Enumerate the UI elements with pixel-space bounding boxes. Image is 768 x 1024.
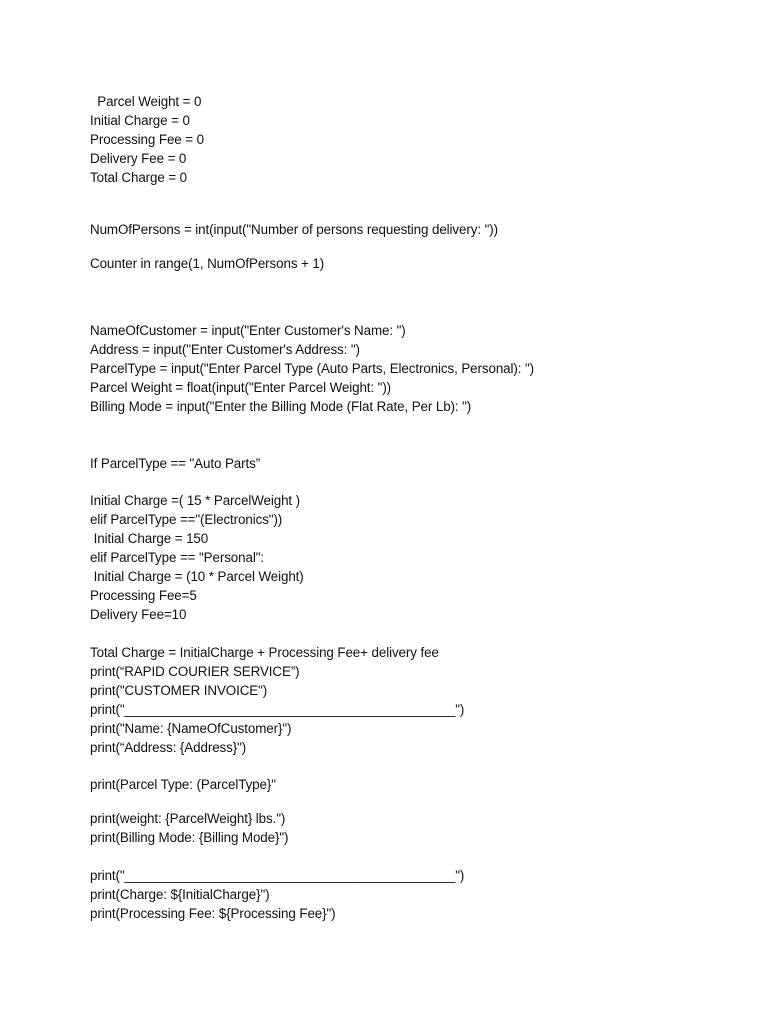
- text-line: print(Parcel Type: (ParcelType}": [90, 777, 276, 792]
- text-line: print("_____________________________________________"): [90, 702, 465, 717]
- text-line: Initial Charge = 0: [90, 113, 190, 128]
- text-line: If ParcelType == "Auto Parts”: [90, 456, 261, 471]
- text-line: print("Name: {NameOfCustomer}"): [90, 721, 292, 736]
- text-line: print(Charge: ${InitialCharge}"): [90, 887, 270, 902]
- text-line: print(Billing Mode: {Billing Mode}"): [90, 830, 289, 845]
- text-line: print("_____________________________________________"): [90, 868, 465, 883]
- text-line: Billing Mode = input("Enter the Billing Mode (Flat Rate, Per Lb): "): [90, 399, 472, 414]
- text-line: Total Charge = InitialCharge + Processing Fee+ delivery fee: [90, 645, 439, 660]
- text-line: Parcel Weight = float(input("Enter Parcel Weight: ")): [90, 380, 392, 395]
- text-line: Counter in range(1, NumOfPersons + 1): [90, 256, 325, 271]
- text-line: Delivery Fee = 0: [90, 151, 187, 166]
- text-line: Total Charge = 0: [90, 170, 188, 185]
- text-line: NumOfPersons = int(input("Number of persons requesting delivery: ")): [90, 222, 498, 237]
- text-line: Delivery Fee=10: [90, 607, 187, 622]
- text-line: ParcelType = input("Enter Parcel Type (Auto Parts, Electronics, Personal): "): [90, 361, 535, 376]
- text-line: Address = input("Enter Customer's Address: "): [90, 342, 360, 357]
- text-line: NameOfCustomer = input("Enter Customer's Name: "): [90, 323, 406, 338]
- text-line: elif ParcelType =="(Electronics")): [90, 512, 283, 527]
- text-line: Parcel Weight = 0: [90, 94, 202, 109]
- text-line: elif ParcelType == "Personal":: [90, 550, 264, 565]
- text-line: Processing Fee = 0: [90, 132, 204, 147]
- text-line: Processing Fee=5: [90, 588, 197, 603]
- text-line: print(Processing Fee: ${Processing Fee}"): [90, 906, 336, 921]
- text-line: print(“RAPID COURIER SERVICE”): [90, 664, 300, 679]
- text-line: print(weight: {ParcelWeight} lbs."): [90, 811, 286, 826]
- text-line: Initial Charge = (10 * Parcel Weight): [90, 569, 304, 584]
- text-line: print(“Address: {Address}"): [90, 740, 247, 755]
- text-line: print("CUSTOMER INVOICE"): [90, 683, 268, 698]
- text-line: Initial Charge = 150: [90, 531, 209, 546]
- text-line: Initial Charge =( 15 * ParcelWeight ): [90, 493, 301, 508]
